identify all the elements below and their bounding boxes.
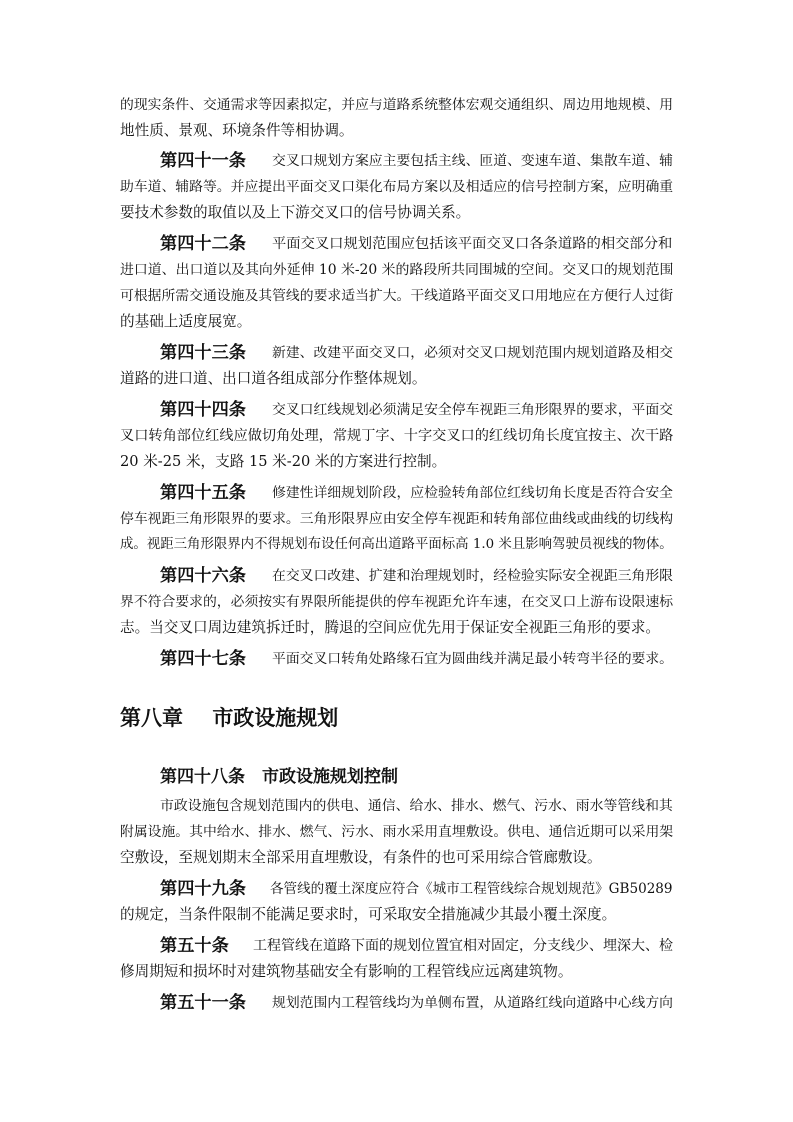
article-50: 第五十条 工程管线在道路下面的规划位置宜相对固定，分支线少、埋深大、检 xyxy=(0,933,793,959)
paragraph-line: 市政设施包含规划范围内的供电、通信、给水、排水、燃气、污水、雨水等管线和其 xyxy=(160,798,673,814)
paragraph-line: 成。视距三角形限界内不得规划布设任何高出道路平面标高 1.0 米且影响驾驶员视线的物体。 xyxy=(120,537,673,552)
article-title: 第四十六条 xyxy=(160,566,246,586)
paragraph-line: 的现实条件、交通需求等因素拟定，并应与道路系统整体宏观交通组织、周边用地规模、用 xyxy=(120,97,674,113)
article-41: 第四十一条 交叉口规划方案应主要包括主线、匝道、变速车道、集散车道、辅 xyxy=(0,148,793,174)
chapter-title: 市政设施规划 xyxy=(212,706,339,730)
article-47: 第四十七条 平面交叉口转角处路缘石宜为圆曲线并满足最小转弯半径的要求。 xyxy=(0,646,793,672)
paragraph-line: 进口道、出口道以及其向外延伸 10 米-20 米的路段所共同围城的空间。交叉口的规划范围 xyxy=(120,262,674,278)
article-45: 第四十五条 修建性详细规划阶段，应检验转角部位红线切角长度是否符合安全 xyxy=(0,480,793,506)
paragraph-line: 的基础上适度展宽。 xyxy=(120,313,252,330)
paragraph-line: 可根据所需交通设施及其管线的要求适当扩大。干线道路平面交叉口用地应在方便行人过街 xyxy=(120,288,674,304)
paragraph-line: 志。当交叉口周边建筑拆迁时，腾退的空间应优先用于保证安全视距三角形的要求。 xyxy=(120,619,660,636)
paragraph-line: 20 米-25 米，支路 15 米-20 米的方案进行控制。 xyxy=(120,453,447,470)
paragraph-line: 地性质、景观、环境条件等相协调。 xyxy=(120,122,354,139)
section-heading: 第四十八条 市政设施规划控制 xyxy=(160,767,398,787)
article-title: 第四十二条 xyxy=(160,234,246,254)
article-44: 第四十四条 交叉口红线规划必须满足安全停车视距三角形限界的要求，平面交 xyxy=(0,397,793,423)
article-49: 第四十九条 各管线的覆土深度应符合《城市工程管线综合规划规范》GB50289 xyxy=(0,876,793,902)
paragraph-line: 附属设施。其中给水、排水、燃气、污水、雨水采用直埋敷设。供电、通信近期可以采用架 xyxy=(120,824,674,840)
paragraph-line: 道路的进口道、出口道各组成部分作整体规划。 xyxy=(120,370,427,387)
paragraph-line: 的规定，当条件限制不能满足要求时，可采取安全措施减少其最小覆土深度。 xyxy=(120,906,617,923)
paragraph-line: 修周期短和损坏时对建筑物基础安全有影响的工程管线应远离建筑物。 xyxy=(120,963,573,980)
article-46: 第四十六条 在交叉口改建、扩建和治理规划时，经检验实际安全视距三角形限 xyxy=(0,563,793,589)
article-title: 第四十七条 xyxy=(160,649,246,669)
paragraph-line: 叉口转角部位红线应做切角处理，常规丁字、十字交叉口的红线切角长度宜按主、次干路 xyxy=(120,428,674,444)
article-title: 第四十三条 xyxy=(160,343,246,363)
article-51: 第五十一条 规划范围内工程管线均为单侧布置，从道路红线向道路中心线方向 xyxy=(0,990,793,1016)
paragraph-line: 停车视距三角形限界的要求。三角形限界应由安全停车视距和转角部位曲线或曲线的切线构 xyxy=(120,511,674,527)
paragraph-line: 空敷设，至规划期末全部采用直埋敷设，有条件的也可采用综合管廊敷设。 xyxy=(120,849,602,866)
chapter-number: 第八章 xyxy=(120,706,183,730)
article-title: 第五十条 xyxy=(160,936,229,956)
chapter-heading xyxy=(120,703,338,733)
article-title: 第四十五条 xyxy=(160,483,246,503)
article-42: 第四十二条 平面交叉口规划范围应包括该平面交叉口各条道路的相交部分和 xyxy=(0,231,793,257)
article-title: 第四十四条 xyxy=(160,400,246,420)
article-title: 第四十九条 xyxy=(160,879,246,899)
paragraph-line: 助车道、辅路等。并应提出平面交叉口渠化布局方案以及相适应的信号控制方案，应明确重 xyxy=(120,179,674,195)
paragraph-line: 要技术参数的取值以及上下游交叉口的信号协调关系。 xyxy=(120,204,471,221)
article-title: 第四十一条 xyxy=(160,151,246,171)
paragraph-line: 界不符合要求的，必须按实有界限所能提供的停车视距允许车速，在交叉口上游布设限速标 xyxy=(120,594,674,610)
article-43: 第四十三条 新建、改建平面交叉口，必须对交叉口规划范围内规划道路及相交 xyxy=(0,340,793,366)
article-title: 第五十一条 xyxy=(160,993,246,1013)
